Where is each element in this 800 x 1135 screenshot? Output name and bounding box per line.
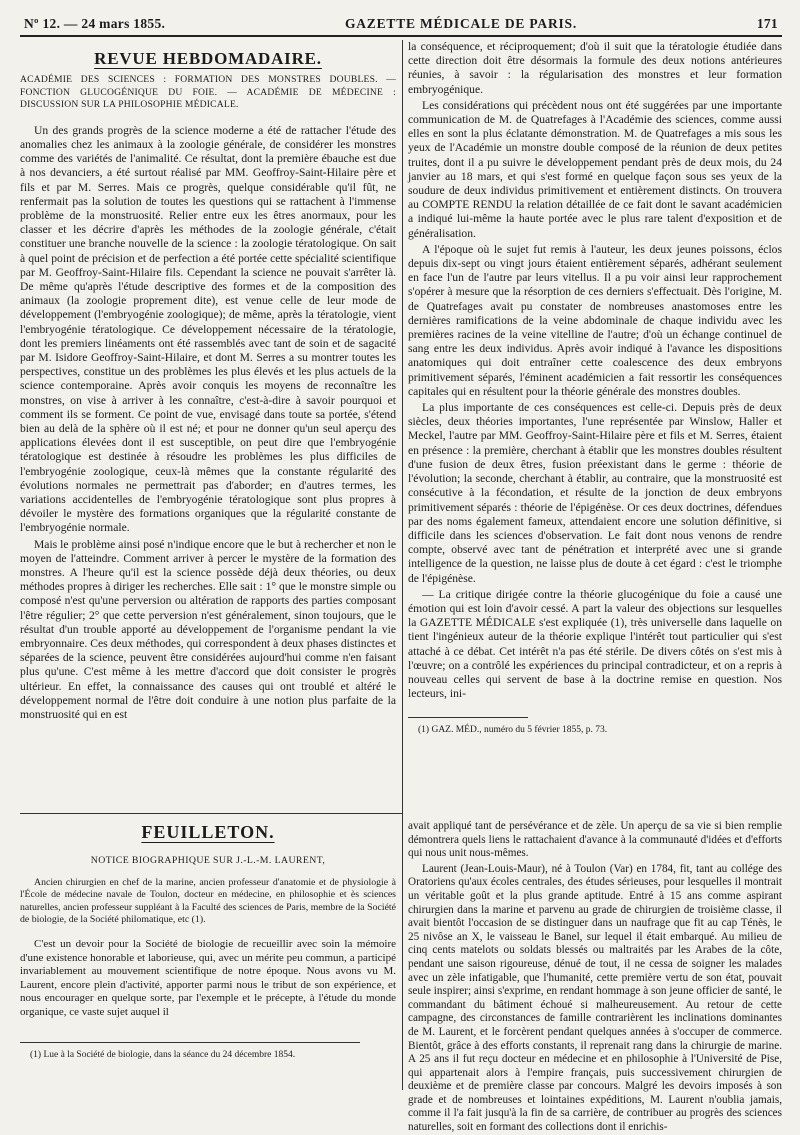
feuilleton-left-column — [20, 820, 396, 1061]
feuilleton-section — [20, 820, 782, 1134]
footnote-rule — [20, 1042, 360, 1043]
feuilleton-right-column — [408, 820, 782, 1135]
newspaper-page — [20, 14, 782, 1134]
revue-left-column — [20, 40, 396, 722]
masthead — [20, 14, 782, 37]
revue-paragraph: — La critique dirigée contre la théorie glucogénique du foie a causé une émotion qui est loin d'avoir cessé. A part la valeur des objections sur lesquelles la GAZETTE MÉDICALE s'est expliquée (1), très universelle dans laquelle on tient l'ingénieux auteur de la théorie explique l'intérêt tout particulier qui s'est attaché à ce débat. Cet intérêt n'a pas été stérile. De divers côtés on s'est mis à l'œuvre; on a contrôlé les expériences du principal contradicteur, et on a repris à nouveau celles qui servent de base à la doctrine remise en question. Nos lecteurs, ini- — [408, 587, 782, 701]
revue-subheading: ACADÉMIE DES SCIENCES : FORMATION DES MONSTRES DOUBLES. — FONCTION GLUCOGÉNIQUE DU FOIE. — ACADÉMIE DE MÉDECINE : DISCUSSION SUR LA PHILOSOPHIE MÉDICALE. — [20, 74, 396, 111]
section-separator — [20, 813, 402, 814]
revue-paragraph: Mais le problème ainsi posé n'indique encore que le but à rechercher et non le moyen de l'atteindre. Comment arriver à percer le mystère de la formation des monstres. A l'heure qu'il est la science possède déjà deux théories, ou deux méthodes propres à diriger les recherches. Elle sait : 1° que le monstre simple ou composé n'est qu'une perversion ou altération de rapports des parties composant l'être régulier; 2° que cette perversion n'est généralement, sinon toujours, que le résultat d'un trouble apporté au développement de l'organisme pendant la vie embryonnaire. Ces deux méthodes, qui correspondent à deux phases distinctes et séparées de la science, peuvent être considérées aujourd'hui comme n'en faisant plus qu'une. C'est même à les mettre d'accord que doit consister le progrès ultérieur. En effet, la connaissance des causes qui ont troublé et altéré le développement normal de l'être doit conduire à une notion plus parfaite de la monstruosité qui en est — [20, 537, 396, 722]
revue-title: REVUE HEBDOMADAIRE. — [94, 49, 322, 68]
journal-title: GAZETTE MÉDICALE DE PARIS. — [344, 16, 578, 31]
issue-number: Nº 12. — 24 mars 1855. — [24, 16, 166, 31]
revue-paragraph: Un des grands progrès de la science moderne a été de rattacher l'étude des anomalies chez les animaux à la zoologie générale, de considérer les monstres comme des variétés de l'animalité. Ce résultat, dont la première ébauche est due à nos devanciers, a été surtout réalisé par MM. Geoffroy-Saint-Hilaire père et fils et par M. Serres. Mais ce progrès, quelque considérable qu'il fût, ne renfermait pas la solution de toutes les questions qui se rattachent à l'immense problème de la monstruosité. Relier entre eux les êtres anormaux, pour les classer et les décrire d'après les méthodes de la zoologie générale, c'était constituer une branche nouvelle de la science : la zoologie tératologique. On sait à quel point de précision et de perfection a été portée cette spécialité scientifique par M. Geoffroy-Saint-Hilaire fils. Cependant la science ne pouvait s'arrêter là. De même qu'après l'étude descriptive des formes et de la composition des animaux (la zoologie proprement dite), est venue celle de leur mode de développement (l'embryogénie zoologique); de même, après la tératologie, vient l'embryogénie tératologique. Ce développement nécessaire de la tératologie, dont les premiers linéaments ont été rassemblés avec tant de soin et de sagacité par M. Isidore Geoffroy-Saint-Hilaire, et dont M. Serres a su montrer toutes les perspectives, constitue un des problèmes les plus élevés et les plus actuels de la science contemporaine. Après avoir conquis les moyens de reconnaître les monstres, on vise à arriver à les connaître, c'est-à-dire à savoir pourquoi et comment ils se forment. Ce point de vue, envisagé dans toute sa portée, s'étend bien au delà de la sphère où il est né; et pour ne donner qu'un seul aperçu des applications élevées dont il est susceptible, on peut dire que l'embryogénie tératologique est destinée à résoudre les problèmes les plus difficiles de l'embryogénie zoologique, ceux-là mêmes que la constante régularité des évolutions normales ne permettrait pas d'aborder; en d'autres termes, les variations accidentelles de l'embryogénie tératologique sont plus propres à dévoiler le mystère des formations organiques que la régularité constante de l'embryogénie normale. — [20, 123, 396, 535]
feuilleton-paragraph: avait appliqué tant de persévérance et de zèle. Un aperçu de sa vie si bien remplie démontrera quels liens le rattachaient d'avance à la communauté d'idées et d'efforts qui nous unit nous-mêmes. — [408, 820, 782, 860]
revue-paragraph: A l'époque où le sujet fut remis à l'auteur, les deux jeunes poissons, éclos depuis dix-sept ou vingt jours étaient entièrement séparés, adhérant seulement en face l'un de l'autre par leurs vitellus. Il a pu voir ainsi leur rapprochement s'opérer à mesure que la résorption de ces derniers s'effectuait. Dès l'origine, M. de Quatrefages avait pu constater de nombreuses anastomoses entre les dernières ramifications de la veine abdominale de chaque individu avec les premières racines de la veine vitelline de l'autre; d'où un échange continuel de sang entre les deux individus. Après avoir indiqué à l'avance les dispositions anatomiques qui doit entraîner cette coalescence des deux embryons primitivement séparés, l'éminent académicien a fait ressortir les conséquences capitales qui en résultent pour la théorie générale des monstres doubles. — [408, 242, 782, 398]
revue-right-column — [408, 40, 782, 736]
revue-paragraph: la conséquence, et réciproquement; d'où il suit que la tératologie étudiée dans cette direction doit être désormais la formule des deux notions antérieures réunies, à savoir : la régularisation des monstres et leur formation embryogénique. — [408, 40, 782, 96]
notice-bio: Ancien chirurgien en chef de la marine, ancien professeur d'anatomie et de physiologie à l'École de médecine navale de Toulon, docteur en médecine, en philosophie et ès sciences naturelles, ancien professeur suppléant à la Faculté des sciences de Paris, membre de la Société de biologie, de la Société philomatique, etc (1). — [20, 877, 396, 925]
feuilleton-paragraph: Laurent (Jean-Louis-Maur), né à Toulon (Var) en 1784, fit, tant au collége des Oratoriens qu'aux écoles centrales, des études sérieuses, pour lesquelles il montrait un véritable goût et la plus grande aptitude. Entré à 15 ans comme aspirant chirurgien dans la marine et parvenu au grade de chirurgien de troisième classe, il avait bientôt l'occasion de se distinguer dans un naufrage que fit au cap Ténès, le 25 nivôse an X, le vaisseau le Banel, sur lequel il était embarqué. Au milieu de cinq cents matelots ou soldats blessés ou maltraités par les Arabes de la côte, pendant une saison rigoureuse, dénué de tout, il ne cessa de soigner les malades avec un zèle infatigable, que l'humanité, cette première vertu de son état, pouvait seule inspirer; ainsi s'exprime, en rendant hommage à son jeune officier de santé, le commandant du bâtiment échoué si malheureusement. Au retour de cette campagne, des circonstances de famille contrarièrent les inclinations dominantes de M. Laurent, et le forcèrent pendant quelques années à s'occuper de commerce. Bientôt, grâce à des efforts constants, il reprenait rang dans la chirurgie de marine. A 25 ans il fut reçu docteur en médecine et en philosophie à l'Université de Pise, qui appartenait alors à l'empire français, puis successivement chirurgien de deuxième et de première classe par concours. Malgré les devoirs imposés à son grade et de nombreuses et lointaines expéditions, M. Laurent n'oublia jamais, comme il l'a fait jusqu'à la fin de sa carrière, de contribuer au progrès des sciences naturelles, soit en formant des collections dont il enrichis- — [408, 862, 782, 1134]
page-number: 171 — [756, 16, 778, 31]
feuilleton-paragraph: C'est un devoir pour la Société de biologie de recueillir avec soin la mémoire d'une existence honorable et laborieuse, qui, avec un mérite peu commun, a participé invariablement au mouvement scientifique de notre époque. Nous avons vu M. Laurent, encore plein d'activité, apporter parmi nous le tribut de son expérience, et nous encourager en quelque sorte, par l'exemple et le précepte, à l'étude du monde organique, ce vaste sujet auquel il — [20, 938, 396, 1018]
notice-title: NOTICE BIOGRAPHIQUE SUR J.-L.-M. LAURENT, — [90, 854, 326, 866]
revue-paragraph: La plus importante de ces conséquences est celle-ci. Depuis près de deux siècles, deux théories importantes, l'une représentée par Winslow, Haller et Meckel, l'autre par MM. Geoffroy-Saint-Hilaire père et fils et M. Serres, étaient en présence : la première, cherchant à établir que les monstres doubles résultent d'une fusion de deux êtres, fusion préexistant dans le germe : théorie de l'évolution; la seconde, cherchant à établir, au contraire, que la monstruosité est consécutive à la fécondation, et résulte de la jonction de deux embryons primitivement séparés : théorie de l'épigénèse. Or ces deux doctrines, défendues par des noms également fameux, attendaient encore une solution définitive, si difficile dans les sciences d'observation. Le fait dont nous venons de rendre compte, observé avec tant de pénétration et interprété avec une si grande intelligence de la question, ne laisse plus de doute à cet égard : c'est le triomphe de l'épigénèse. — [408, 401, 782, 585]
revue-footnote: (1) GAZ. MÉD., numéro du 5 février 1855, p. 73. — [418, 725, 608, 736]
revue-paragraph: Les considérations qui précèdent nous ont été suggérées par une importante communication de M. de Quatrefages à l'Académie des sciences, comme aussi elles en sont la plus éclatante démonstration. M. de Quatrefages a mis sous les yeux de l'Académie un monstre double composé de la réunion de deux petites truites, dont il a pu suivre le développement pendant près de deux mois, du 24 janvier au 18 mars, et qui s'est formé en quelque façon sous ses yeux de la soudure de deux individus primitivement et entièrement distincts. On trouvera au COMPTE RENDU la relation détaillée de ce fait dont le savant académicien a indiqué lui-même la haute portée avec le plus rare talent d'exposition et de généralisation. — [408, 98, 782, 240]
footnote-rule — [408, 717, 528, 718]
feuilleton-title: FEUILLETON. — [141, 822, 275, 842]
revue-section — [20, 40, 782, 812]
feuilleton-footnote: (1) Lue à la Société de biologie, dans la séance du 24 décembre 1854. — [30, 1049, 296, 1060]
